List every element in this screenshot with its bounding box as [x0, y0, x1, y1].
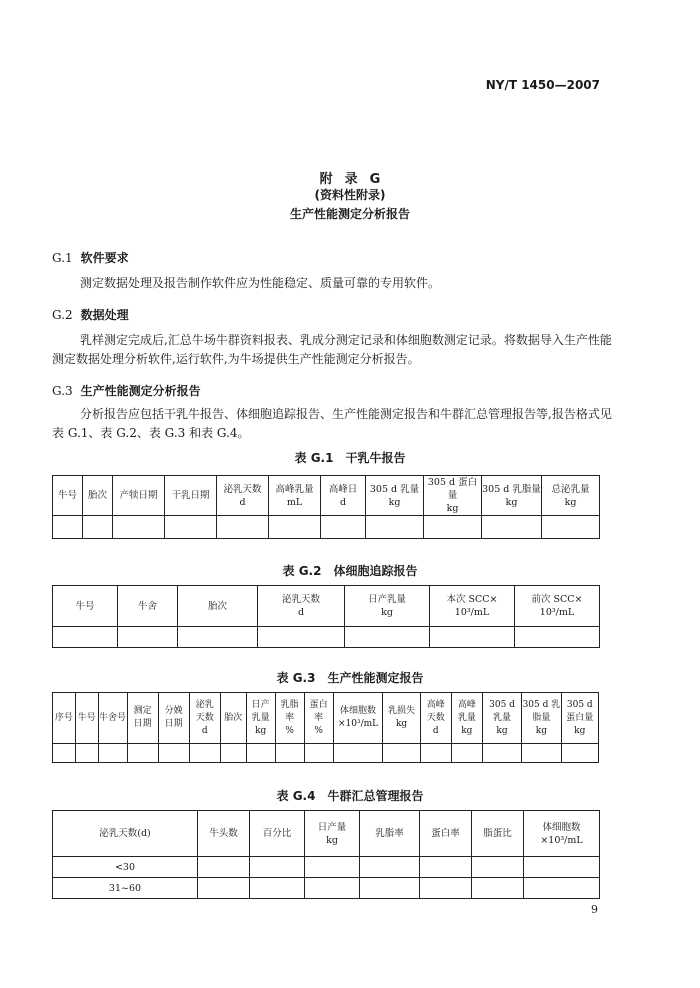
section-title: 生产性能测定分析报告: [80, 384, 201, 398]
table-header: 乳脂 率 %: [275, 693, 304, 744]
table-header: 总泌乳量 kg: [542, 476, 600, 516]
table-header: 305 d 乳 脂量 kg: [522, 693, 561, 744]
section-heading: [52, 249, 129, 266]
table-header: 高峰乳量 mL: [269, 476, 321, 516]
section-heading: [52, 382, 201, 399]
appendix-label-part: 录: [344, 172, 358, 187]
table-row: [53, 857, 600, 878]
section-title: 数据处理: [80, 308, 129, 322]
table-header: 305 d 蛋白量 kg: [561, 693, 598, 744]
table-header: 测定 日期: [127, 693, 158, 744]
table-header: 体细胞数 ×10³/mL: [524, 811, 600, 857]
table-header: 分娩 日期: [158, 693, 189, 744]
table-row: [53, 516, 600, 539]
table-herd-summary-report: [52, 810, 600, 899]
table-header: 日产乳量 kg: [345, 586, 430, 627]
table-header: 乳脂率: [360, 811, 420, 857]
table-header: 305 d 乳量 kg: [482, 693, 521, 744]
table-row: [53, 627, 600, 648]
section-title: 软件要求: [80, 251, 129, 265]
table-header: 序号: [53, 693, 76, 744]
table-performance-test-report: [52, 692, 599, 763]
table-header: 305 d 乳脂量 kg: [482, 476, 542, 516]
table-header: 蛋白率: [420, 811, 472, 857]
page-number: 9: [591, 903, 598, 916]
table-header: 干乳日期: [165, 476, 217, 516]
table-caption: 表 G.4 牛群汇总管理报告: [276, 789, 424, 803]
table-dry-cow-report: [52, 475, 600, 539]
section-text: 乳样测定完成后,汇总牛场牛群资料报表、乳成分测定记录和体细胞数测定记录。将数据导入生产性能测定数据处理分析软件,运行软件,为牛场提供生产性能测定分析报告。: [52, 333, 612, 366]
table-scc-tracking-report: [52, 585, 600, 648]
appendix-title: 生产性能测定分析报告: [289, 207, 410, 221]
section-text: 分析报告应包括干乳牛报告、体细胞追踪报告、生产性能测定报告和牛群汇总管理报告等,报告格式见表 G.1、表 G.2、表 G.3 和表 G.4。: [52, 407, 612, 440]
table-header: 牛头数: [198, 811, 250, 857]
table-header: 乳损失 kg: [383, 693, 420, 744]
table-header: 前次 SCC× 10³/mL: [515, 586, 600, 627]
table-header: 高峰日 d: [321, 476, 366, 516]
table-header: 泌乳天数 d: [217, 476, 269, 516]
section-heading: [52, 306, 129, 323]
table-row: [53, 878, 600, 899]
appendix-label: [0, 168, 700, 187]
section-number: G.2: [52, 308, 73, 322]
table-header: 日产 乳量 kg: [246, 693, 275, 744]
section-number: G.1: [52, 251, 73, 265]
table-header: 牛号: [53, 476, 83, 516]
table-header: 高峰 天数 d: [420, 693, 451, 744]
appendix-label-part: G: [369, 172, 381, 187]
appendix-label-part: 附: [319, 172, 333, 187]
table-header: 305 d 乳量 kg: [366, 476, 424, 516]
table-header: 百分比: [250, 811, 305, 857]
table-header: 高峰 乳量 kg: [451, 693, 482, 744]
table-header: 胎次: [83, 476, 113, 516]
table-header: 胎次: [178, 586, 258, 627]
table-cell-days-range: 31~60: [53, 878, 198, 899]
table-header: 泌乳 天数 d: [189, 693, 220, 744]
table-header: 脂蛋比: [472, 811, 524, 857]
table-caption: 表 G.3 生产性能测定报告: [276, 671, 424, 685]
section-number: G.3: [52, 384, 73, 398]
table-caption: 表 G.1 干乳牛报告: [294, 451, 406, 465]
table-header: 牛舍号: [98, 693, 127, 744]
appendix-info: (资料性附录): [314, 188, 386, 202]
table-header: 体细胞数 ×10³/mL: [333, 693, 383, 744]
table-header: 日产量 kg: [305, 811, 360, 857]
table-header: 本次 SCC× 10³/mL: [430, 586, 515, 627]
table-header: 牛舍: [118, 586, 178, 627]
table-caption: 表 G.2 体细胞追踪报告: [282, 564, 418, 578]
table-header: 305 d 蛋白量 kg: [424, 476, 482, 516]
table-header: 牛号: [75, 693, 98, 744]
table-header: 产犊日期: [113, 476, 165, 516]
table-header: 泌乳天数(d): [53, 811, 198, 857]
section-text: 测定数据处理及报告制作软件应为性能稳定、质量可靠的专用软件。: [80, 276, 441, 290]
table-header: 胎次: [220, 693, 246, 744]
table-header: 牛号: [53, 586, 118, 627]
table-header: 蛋白 率 %: [304, 693, 333, 744]
table-row: [53, 744, 599, 763]
table-cell-days-range: <30: [53, 857, 198, 878]
table-header: 泌乳天数 d: [258, 586, 345, 627]
standard-number: NY/T 1450—2007: [485, 78, 600, 92]
